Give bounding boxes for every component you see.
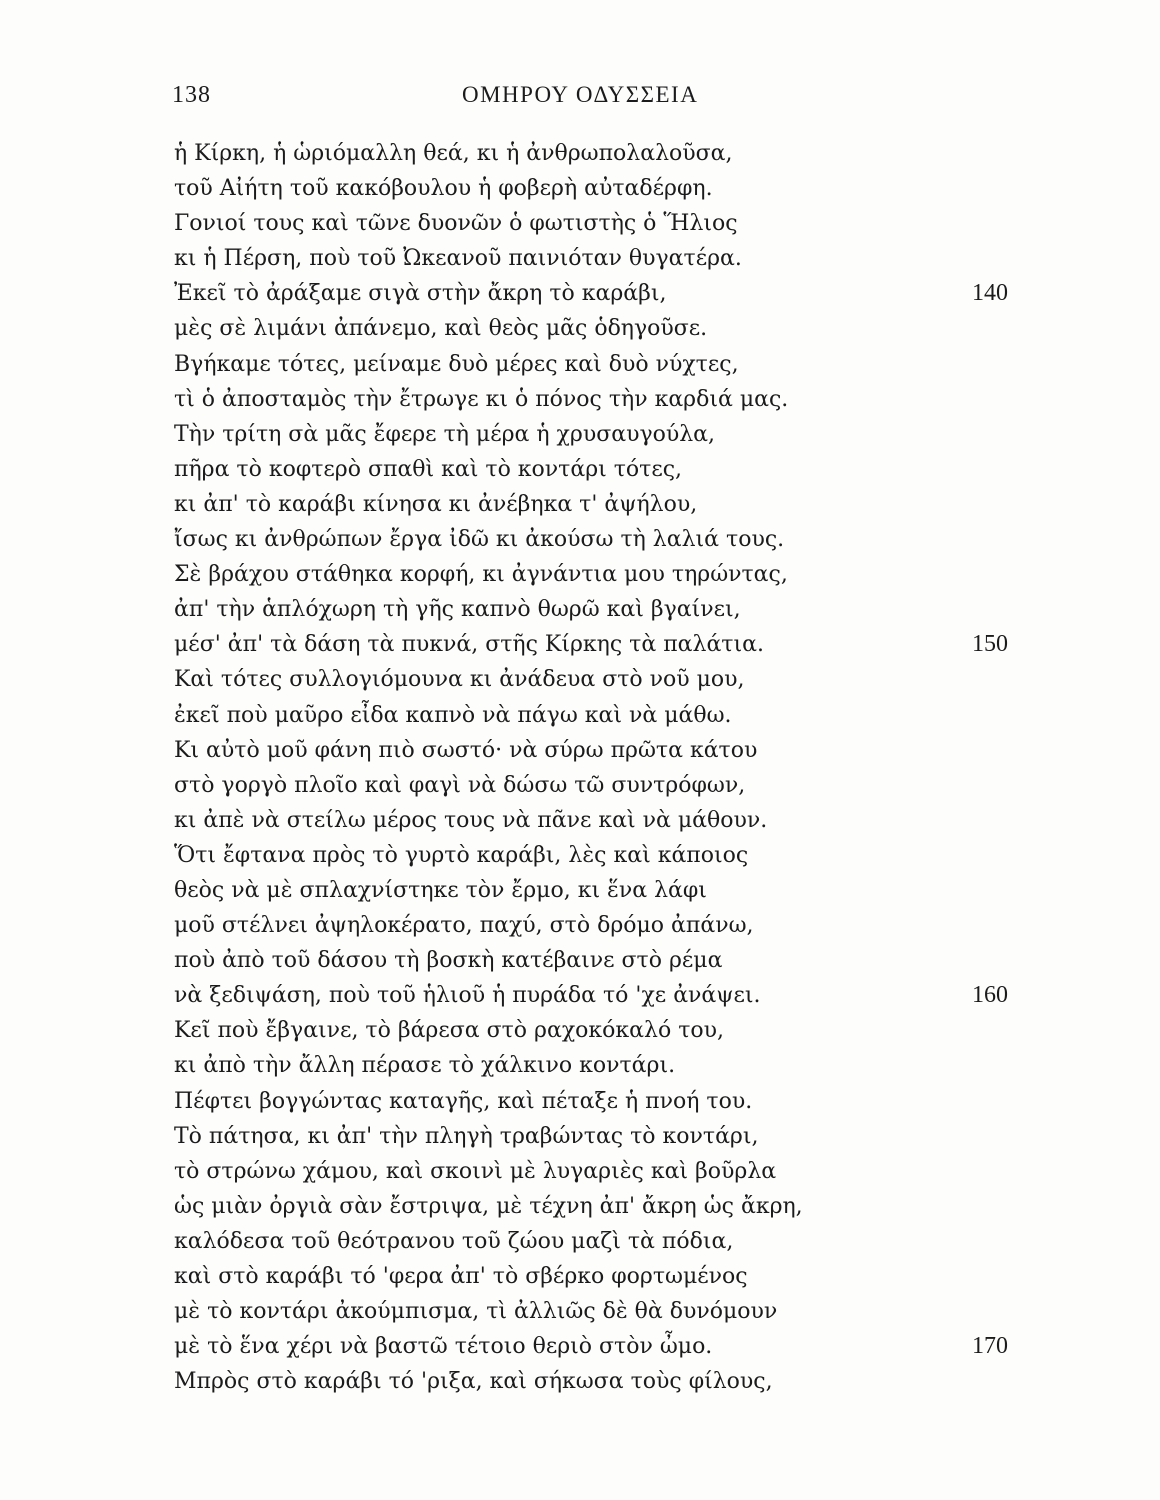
verse-line [0,206,1160,241]
verse-text: κι ἀπὲ νὰ στείλω μέρος τους νὰ πᾶνε καὶ νὰ μάθουν. [174,807,768,833]
verse-line [0,733,1160,768]
verse-text: ἴσως κι ἀνθρώπων ἔργα ἰδῶ κι ἀκούσω τὴ λαλιά τους. [174,527,785,553]
verse-line [0,1294,1160,1329]
verse-line [0,417,1160,452]
verse-text: Ὅτι ἔφτανα πρὸς τὸ γυρτὸ καράβι, λὲς καὶ κάποιος [174,842,749,868]
verse-line [0,171,1160,206]
verse-line [0,452,1160,487]
verse-text: ἀπ' τὴν ἁπλόχωρη τὴ γῆς καπνὸ θωρῶ καὶ βγαίνει, [174,597,741,623]
verse-line [0,943,1160,978]
verse-text: ἡ Κίρκη, ἡ ὡριόμαλλη θεά, κι ἡ ἀνθρωπολαλοῦσα, [174,141,733,166]
verse-text: Ἐκεῖ τὸ ἀράξαμε σιγὰ στὴν ἄκρη τὸ καράβι, [174,281,667,307]
verse-text: ποὺ ἀπὸ τοῦ δάσου τὴ βοσκὴ κατέβαινε στὸ ρέμα [174,948,723,974]
verse-line [0,1364,1160,1399]
verse-line [0,1189,1160,1224]
verse-text: ἐκεῖ ποὺ μαῦρο εἶδα καπνὸ νὰ πάγω καὶ νὰ μάθω. [174,702,732,728]
page-number: 138 [172,82,211,108]
verse-line [0,978,1160,1013]
page-header [0,0,1160,120]
verse-text: τὸ στρώνω χάμου, καὶ σκοινὶ μὲ λυγαριὲς καὶ βοῦρλα [174,1158,777,1184]
verse-line [0,557,1160,592]
verse-line [0,627,1160,662]
line-number: 170 [972,1333,1008,1360]
verse-text: Τὴν τρίτη σὰ μᾶς ἔφερε τὴ μέρα ἡ χρυσαυγούλα, [174,421,716,447]
verse-line [0,136,1160,171]
verse-text: μὲς σὲ λιμάνι ἀπάνεμο, καὶ θεὸς μᾶς ὁδηγοῦσε. [174,316,708,342]
verse-text: Βγήκαμε τότες, μείναμε δυὸ μέρες καὶ δυὸ νύχτες, [174,351,739,377]
verse-line [0,838,1160,873]
verse-line [0,276,1160,311]
verse-text: θεὸς νὰ μὲ σπλαχνίστηκε τὸν ἔρμο, κι ἕνα λάφι [174,877,707,903]
verse-text: Μπρὸς στὸ καράβι τό 'ριξα, καὶ σήκωσα τοὺς φίλους, [174,1369,773,1395]
verse-text: ὡς μιὰν ὀργιὰ σὰν ἔστριψα, μὲ τέχνη ἀπ' ἄκρη ὡς ἄκρη, [174,1193,803,1219]
verse-block [0,136,1160,1399]
verse-line [0,698,1160,733]
verse-text: Γονιοί τους καὶ τῶνε δυονῶν ὁ φωτιστὴς ὁ Ἥλιος [174,211,738,237]
verse-text: Τὸ πάτησα, κι ἀπ' τὴν πληγὴ τραβώντας τὸ κοντάρι, [174,1123,759,1149]
verse-line [0,382,1160,417]
verse-line [0,1084,1160,1119]
verse-line [0,522,1160,557]
verse-text: καλόδεσα τοῦ θεότρανου τοῦ ζώου μαζὶ τὰ πόδια, [174,1228,734,1254]
verse-line [0,487,1160,522]
verse-text: Κι αὐτὸ μοῦ φάνη πιὸ σωστό· νὰ σύρω πρῶτα κάτου [174,737,758,763]
line-number: 140 [972,280,1008,307]
verse-line [0,662,1160,697]
verse-line [0,768,1160,803]
verse-text: Σὲ βράχου στάθηκα κορφή, κι ἀγνάντια μου τηρώντας, [174,562,788,588]
verse-line [0,1224,1160,1259]
verse-line [0,1013,1160,1048]
verse-line [0,873,1160,908]
verse-text: μὲ τὸ κοντάρι ἀκούμπισμα, τὶ ἀλλιῶς δὲ θὰ δυνόμουν [174,1299,778,1325]
verse-line [0,908,1160,943]
verse-text: καὶ στὸ καράβι τό 'φερα ἀπ' τὸ σβέρκο φορτωμένος [174,1264,748,1289]
verse-line [0,803,1160,838]
verse-line [0,347,1160,382]
line-number: 160 [972,982,1008,1009]
verse-text: Πέφτει βογγώντας καταγῆς, καὶ πέταξε ἡ πνοή του. [174,1088,753,1114]
verse-line [0,1119,1160,1154]
line-number: 150 [972,631,1008,658]
verse-text: νὰ ξεδιψάση, ποὺ τοῦ ἡλιοῦ ἡ πυράδα τό 'χε ἀνάψει. [174,983,761,1009]
verse-line [0,241,1160,276]
verse-text: κι ἀπ' τὸ καράβι κίνησα κι ἀνέβηκα τ' ἀψήλου, [174,491,698,517]
verse-text: Κεῖ ποὺ ἔβγαινε, τὸ βάρεσα στὸ ραχοκόκαλό του, [174,1018,724,1044]
verse-text: Καὶ τότες συλλογιόμουνα κι ἀνάδευα στὸ νοῦ μου, [174,667,745,693]
verse-line [0,1154,1160,1189]
verse-text: κι ἡ Πέρση, ποὺ τοῦ Ὠκεανοῦ παινιόταν θυγατέρα. [174,246,742,272]
verse-text: κι ἀπὸ τὴν ἄλλη πέρασε τὸ χάλκινο κοντάρι. [174,1053,676,1079]
verse-text: μὲ τὸ ἕνα χέρι νὰ βαστῶ τέτοιο θεριὸ στὸν ὦμο. [174,1334,713,1360]
verse-text: τὶ ὁ ἀποσταμὸς τὴν ἔτρωγε κι ὁ πόνος τὴν καρδιά μας. [174,386,789,412]
verse-text: τοῦ Αἰήτη τοῦ κακόβουλου ἡ φοβερὴ αὐταδέρφη. [174,176,713,202]
verse-text: στὸ γοργὸ πλοῖο καὶ φαγὶ νὰ δώσω τῶ συντρόφων, [174,772,746,798]
running-title: ΟΜΗΡΟΥ ΟΔΥΣΣΕΙΑ [462,82,699,107]
verse-line [0,1259,1160,1294]
verse-line [0,1048,1160,1083]
verse-line [0,1329,1160,1364]
verse-line [0,592,1160,627]
verse-text: πῆρα τὸ κοφτερὸ σπαθὶ καὶ τὸ κοντάρι τότες, [174,456,683,482]
verse-line [0,311,1160,346]
verse-text: μοῦ στέλνει ἀψηλοκέρατο, παχύ, στὸ δρόμο ἀπάνω, [174,913,754,939]
verse-text: μέσ' ἀπ' τὰ δάση τὰ πυκνά, στῆς Κίρκης τὰ παλάτια. [174,632,764,658]
